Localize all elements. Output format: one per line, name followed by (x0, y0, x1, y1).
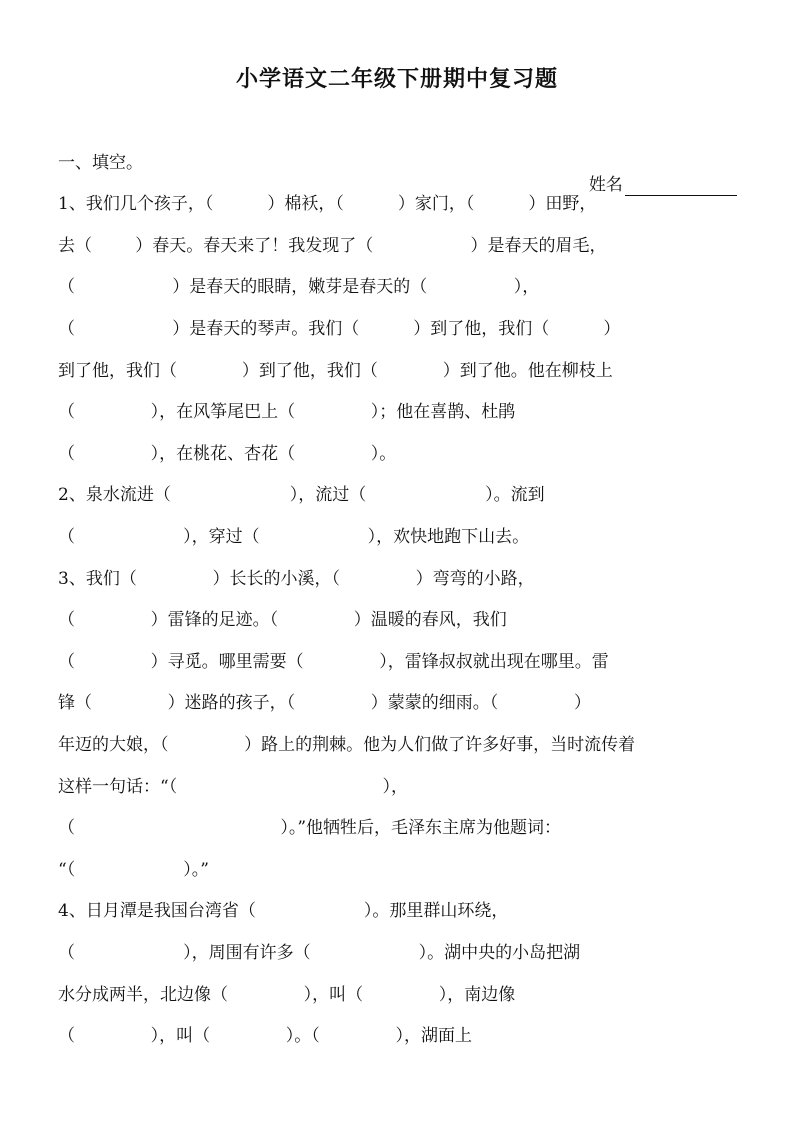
text-line: 水分成两半，北边像（ ），叫（ ），南边像 (58, 985, 516, 1005)
text-line: （ ），叫（ ）。（ ），湖面上 (58, 1026, 472, 1046)
text-line: （ ），在桃花、杏花（ ）。 (58, 444, 397, 464)
page-title: 小学语文二年级下册期中复习题 (235, 66, 558, 92)
text-line: （ ）寻觅。哪里需要（ ），雷锋叔叔就出现在哪里。雷 (58, 652, 609, 672)
text-line: 锋（ ）迷路的孩子，（ ）蒙蒙的细雨。（ ） (58, 693, 591, 713)
text-line: 到了他，我们（ ）到了他，我们（ ）到了他。他在柳枝上 (58, 361, 613, 381)
text-line: 1、我们几个孩子，（ ）棉袄，（ ）家门，（ ）田野， (58, 194, 597, 214)
text-line: （ ），在风筝尾巴上（ ）；他在喜鹊、杜鹃 (58, 402, 516, 422)
text-line: （ ）。”他牺牲后，毛泽东主席为他题词： (58, 818, 562, 838)
text-line: 这样一句话：“（ ）， (58, 777, 409, 797)
name-field[interactable] (578, 152, 737, 196)
text-line: （ ），周围有许多（ ）。湖中央的小岛把湖 (58, 943, 581, 963)
name-blank-line[interactable] (625, 177, 737, 196)
text-line: 年迈的大娘，（ ）路上的荆棘。他为人们做了许多好事，当时流传着 (58, 735, 636, 755)
text-line: 3、我们（ ）长长的小溪，（ ）弯弯的小路， (58, 569, 535, 589)
text-line: 去（ ）春天。春天来了！我发现了（ ）是春天的眉毛， (58, 236, 607, 256)
text-line: “（ ）。” (58, 860, 209, 880)
text-line: （ ）是春天的眼睛，嫩芽是春天的（ ）， (58, 277, 540, 297)
section-heading: 一、填空。 (58, 153, 143, 173)
text-line: （ ），穿过（ ），欢快地跑下山去。 (58, 527, 530, 547)
text-line: （ ）雷锋的足迹。（ ）温暖的春风，我们 (58, 610, 507, 630)
text-line: 2、泉水流进（ ），流过（ ）。流到 (58, 485, 545, 505)
name-label: 姓名 (588, 175, 623, 195)
text-line: 4、日月潭是我国台湾省（ ）。那里群山环绕， (58, 901, 509, 921)
text-line: （ ）是春天的琴声。我们（ ）到了他，我们（ ） (58, 319, 621, 339)
